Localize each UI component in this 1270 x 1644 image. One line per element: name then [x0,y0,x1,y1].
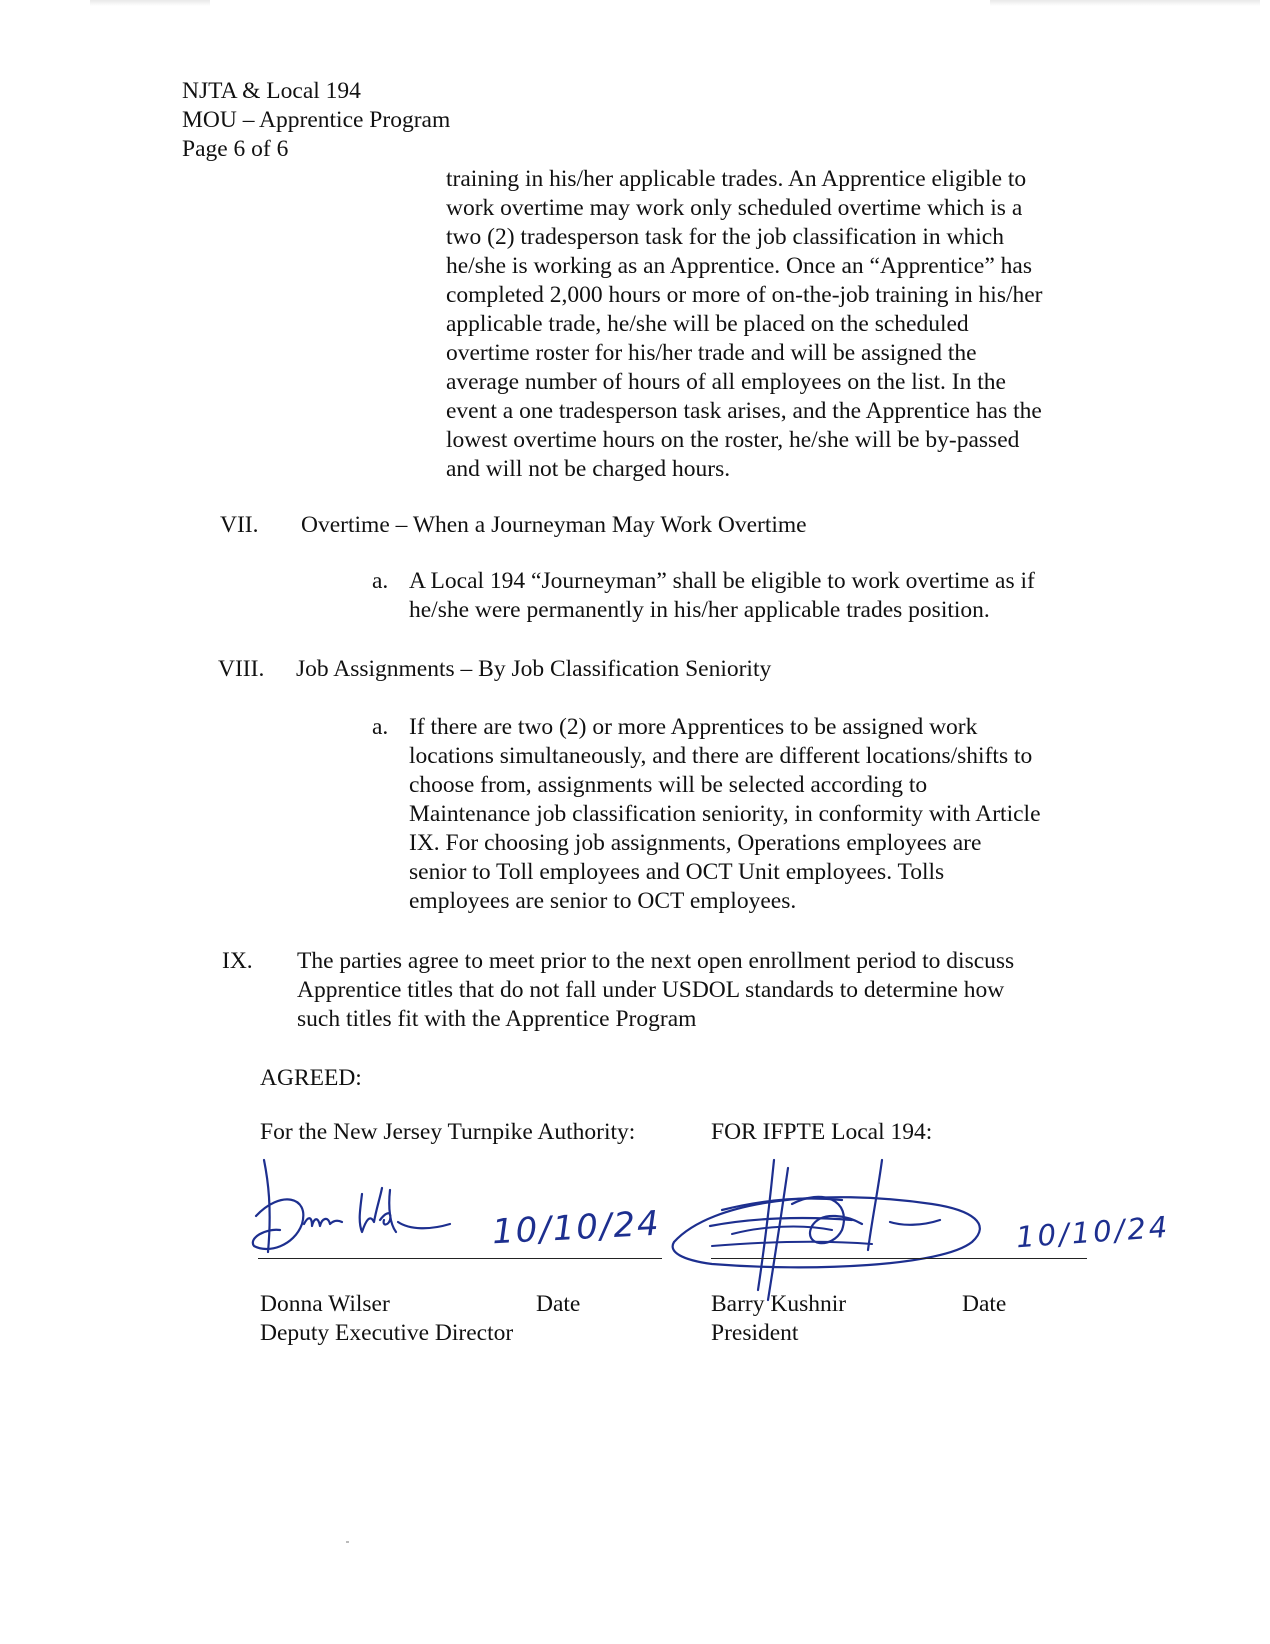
scan-edge-right [990,0,1260,6]
section-vii-item-text [409,567,1035,625]
continued-paragraph [446,165,1043,484]
item-line: senior to Toll employees and OCT Unit employees. Tolls [409,859,945,885]
section-ix-numeral: IX. [222,948,253,974]
item-line: locations simultaneously, and there are different locations/shifts to [409,743,1033,769]
item-line: A Local 194 “Journeyman” shall be eligible to work overtime as if [409,568,1035,594]
right-signature-line [711,1258,1087,1259]
paragraph-line: overtime roster for his/her trade and will be assigned the [446,340,977,366]
paragraph-line: and will not be charged hours. [446,456,731,482]
section-viii-title: Job Assignments – By Job Classification Seniority [296,656,772,682]
section-ix-line: The parties agree to meet prior to the next open enrollment period to discuss [297,948,1015,974]
section-viii-item-marker: a. [372,714,389,740]
agreed-label: AGREED: [260,1065,362,1091]
section-ix-line: such titles fit with the Apprentice Program [297,1006,697,1032]
item-line: employees are senior to OCT employees. [409,888,797,914]
scan-edge-left [90,0,210,6]
item-line: he/she were permanently in his/her applicable trades position. [409,597,990,623]
right-signed-date: 10/10/24 [1015,1209,1172,1255]
header-line-2: MOU – Apprentice Program [182,107,451,133]
item-line: If there are two (2) or more Apprentices to be assigned work [409,714,978,740]
section-vii-numeral: VII. [220,512,259,538]
paragraph-line: event a one tradesperson task arises, and the Apprentice has the [446,398,1042,424]
paragraph-line: lowest overtime hours on the roster, he/she will be by-passed [446,427,1020,453]
item-line: IX. For choosing job assignments, Operations employees are [409,830,982,856]
left-date-label: Date [536,1291,581,1317]
left-signatory-title: Deputy Executive Director [260,1320,514,1346]
scan-speck [346,1541,349,1543]
section-vii-title: Overtime – When a Journeyman May Work Overtime [301,512,807,538]
header-line-3: Page 6 of 6 [182,136,289,162]
paragraph-line: completed 2,000 hours or more of on-the-job training in his/her [446,282,1043,308]
paragraph-line: he/she is working as an Apprentice. Once an “Apprentice” has [446,253,1032,279]
right-signatory-name: Barry Kushnir [711,1291,847,1317]
left-signature-line [258,1258,662,1259]
section-ix-line: Apprentice titles that do not fall under USDOL standards to determine how [297,977,1005,1003]
section-viii-item-text [409,713,1041,916]
right-date-label: Date [962,1291,1007,1317]
left-signed-date: 10/10/24 [491,1203,662,1253]
left-signatory-name: Donna Wilser [260,1291,390,1317]
item-line: Maintenance job classification seniority, in conformity with Article [409,801,1041,827]
paragraph-line: average number of hours of all employees on the list. In the [446,369,1006,395]
paragraph-line: work overtime may work only scheduled overtime which is a [446,195,1023,221]
right-signature [672,1160,1012,1310]
paragraph-line: training in his/her applicable trades. An Apprentice eligible to [446,166,1027,192]
section-viii-numeral: VIII. [218,656,265,682]
right-signatory-heading: FOR IFPTE Local 194: [711,1119,933,1145]
item-line: choose from, assignments will be selected according to [409,772,928,798]
right-signatory-title: President [711,1320,799,1346]
paragraph-line: applicable trade, he/she will be placed on the scheduled [446,311,969,337]
header-line-1: NJTA & Local 194 [182,78,361,104]
paragraph-line: two (2) tradesperson task for the job classification in which [446,224,1004,250]
left-signatory-heading: For the New Jersey Turnpike Authority: [260,1119,636,1145]
section-ix-text [297,947,1014,1034]
section-vii-item-marker: a. [372,568,389,594]
